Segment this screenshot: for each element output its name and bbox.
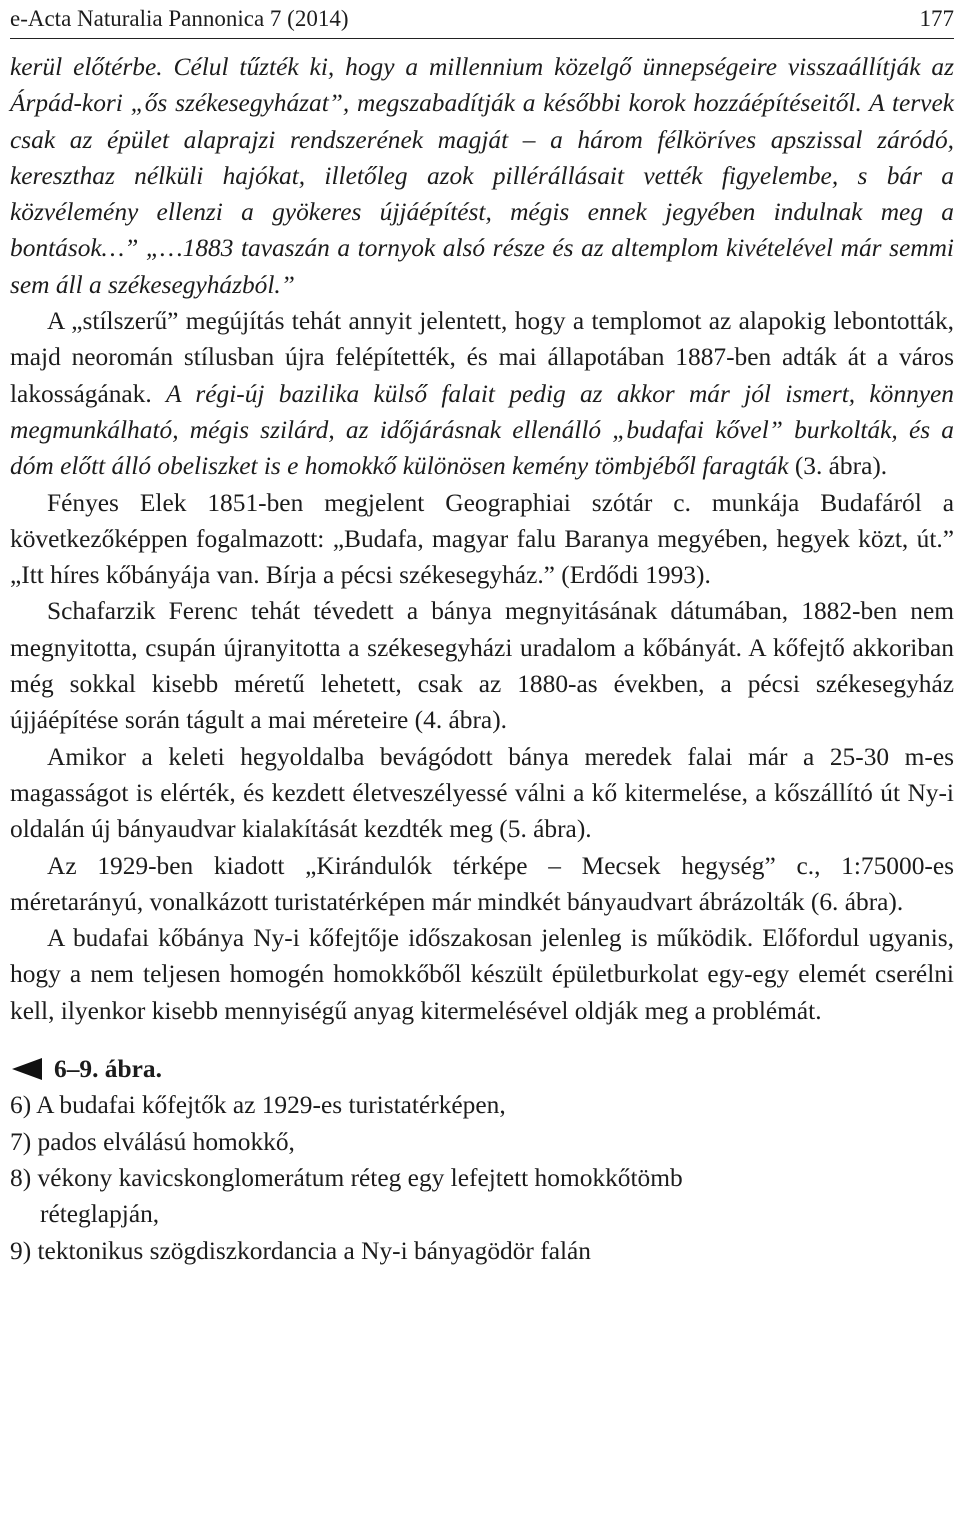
journal-title: e-Acta Naturalia Pannonica 7 (2014) — [10, 6, 349, 31]
paragraph-quote: A régi-új bazilika külső falait pedig az akkor már jól ismert, könnyen megmunkálható, mégis szilárd, az időjárásnak ellenálló „budafai kővel” burkolták, és a dóm előtt álló obeliszket is e homokkő különösen kemény tömbjéből faragták — [10, 379, 954, 481]
figure-caption — [10, 1051, 954, 1269]
quote-paragraph: kerül előtérbe. Célul tűzték ki, hogy a millennium közelgő ünnepségeire visszaállítják az Árpád-kori „ős székesegyházat”, megszabadítják a későbbi korok hozzáépítéseitől. A tervek csak az épület alaprajzi rendszerének magját – a három félköríves apszissal záródó, kereszthaz nélküli hajókat, illetőleg azok pillérállásait vették figyelembe, s bár a közvélemény ellenzi a gyökeres újjáépítést, mégis ennek jegyében indulnak meg a bontások…” „…1883 tavaszán a tornyok alsó része és az altemplom kivételével már semmi sem áll a székesegyházból.” — [10, 53, 954, 299]
body-text — [10, 49, 954, 1029]
caption-item: 7) pados elválású homokkő, — [10, 1127, 295, 1156]
figure-reference: (3. ábra). — [788, 452, 888, 481]
caption-item: 6) A budafai kőfejtők az 1929-es turistatérképen, — [10, 1091, 506, 1120]
paragraph-map-1929: Az 1929-ben kiadott „Kirándulók térképe – Mecsek hegység” c., 1:75000-es méretarányú, vonalkázott turistatérképen már mindkét bányaudvart ábrázolták (6. ábra). — [10, 851, 954, 916]
running-header — [10, 0, 954, 38]
paragraph-schafarzik: Schafarzik Ferenc tehát tévedett a bánya megnyitásának dátumában, 1882-ben nem megnyitotta, csupán újranyitotta a székesegyházi uradalom a kőbányát. A kőfejtő akkoriban még sokkal kisebb méretű lehetett, csak az 1880-as években, a pécsi székesegyház újjáépítése során tágult a mai méreteire (4. ábra). — [10, 597, 954, 735]
paragraph-renovation — [10, 303, 954, 484]
header-rule — [10, 38, 954, 39]
caption-item — [10, 1160, 954, 1233]
caption-title — [10, 1051, 954, 1087]
paragraph-text: A „stílszerű” megújítás tehát annyit jelentett, hogy a templomot az alapokig lebontották, majd neoromán stílusban újra felépítették, és mai állapotában 1887-ben adták át a város lakosságának. — [10, 307, 954, 408]
caption-item: 9) tektonikus szögdiszkordancia a Ny-i bányagödör falán — [10, 1236, 591, 1265]
paragraph-current: A budafai kőbánya Ny-i kőfejtője időszakosan jelenleg is működik. Előfordul ugyanis, hogy a nem teljesen homogén homokkőből készült épületburkolat egy-egy elemét cserélni kell, ilyenkor kisebb mennyiségű anyag kitermelésével oldják meg a problémát. — [10, 924, 954, 1025]
left-arrow-icon — [12, 1058, 42, 1080]
caption-item-text: 8) vékony kavicskonglomerátum réteg egy lefejtett homokkőtömb — [10, 1163, 683, 1192]
paragraph-new-quarry: Amikor a keleti hegyoldalba bevágódott bánya meredek falai már a 25-30 m-es magasságot is elérték, és kezdett életveszélyessé válni a kő kitermelése, a kőszállító út Ny-i oldalán új bányaudvar kialakítását kezdték meg (5. ábra). — [10, 742, 954, 844]
caption-title-text: 6–9. ábra. — [54, 1055, 162, 1084]
paragraph-fenyes: Fényes Elek 1851-ben megjelent Geographiai szótár c. munkája Budafáról a következőképpen fogalmazott: „Budafa, magyar falu Baranya megyében, hegyek közt, út.” „Itt híres kőbányája van. Bírja a pécsi székesegyház.” (Erdődi 1993). — [10, 488, 954, 590]
page — [10, 0, 954, 1269]
caption-item-continuation: réteglapján, — [40, 1200, 160, 1229]
page-number: 177 — [919, 6, 954, 31]
